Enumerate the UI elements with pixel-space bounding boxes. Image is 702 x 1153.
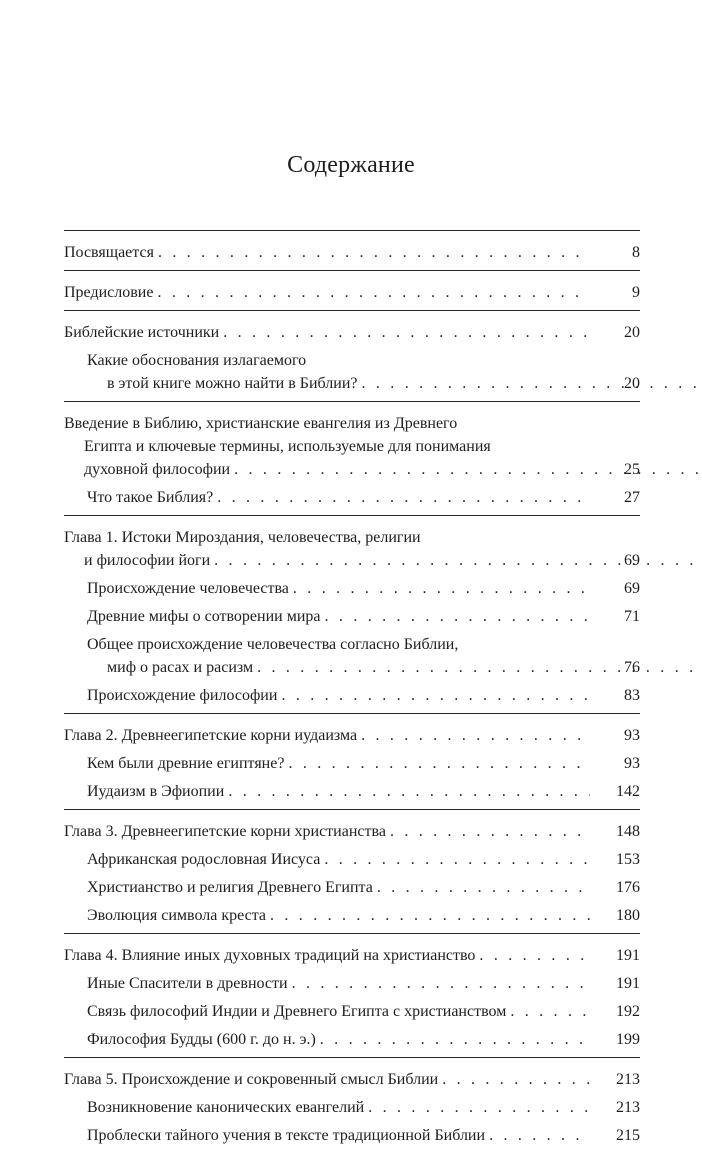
toc-title-line: Общее происхождение человечества согласно Библии, bbox=[87, 633, 592, 656]
dot-leader bbox=[320, 1028, 590, 1051]
page-number: 191 bbox=[592, 972, 640, 995]
toc-title-line: Связь философий Индии и Древнего Египта с христианством bbox=[87, 1000, 506, 1023]
toc-title-line: Возникновение канонических евангелий bbox=[87, 1096, 364, 1119]
toc-title-line: Африканская родословная Иисуса bbox=[87, 848, 320, 871]
toc-subentry[interactable] bbox=[64, 848, 640, 871]
page-number: 25 bbox=[592, 458, 640, 481]
dot-leader bbox=[362, 375, 702, 392]
toc-title-line: Иные Спасители в древности bbox=[87, 972, 288, 995]
toc-subentry[interactable] bbox=[64, 349, 640, 395]
toc-entry[interactable] bbox=[64, 820, 640, 843]
toc-title-line: Посвящается bbox=[64, 241, 154, 264]
page-number: 199 bbox=[592, 1028, 640, 1051]
toc-entry[interactable] bbox=[64, 526, 640, 572]
toc-title-line: Философия Будды (600 г. до н. э.) bbox=[87, 1028, 316, 1051]
dot-leader bbox=[292, 972, 590, 995]
page-number: 9 bbox=[592, 281, 640, 304]
toc-title-line: Глава 1. Истоки Мироздания, человечества, религии bbox=[64, 526, 592, 549]
page-number: 69 bbox=[592, 577, 640, 600]
toc-entry[interactable] bbox=[64, 1068, 640, 1091]
dot-leader bbox=[325, 605, 590, 628]
page-title: Содержание bbox=[0, 152, 702, 179]
page-number: 213 bbox=[592, 1096, 640, 1119]
toc-title-line: Проблески тайного учения в тексте традиционной Библии bbox=[87, 1124, 485, 1147]
toc-title-line: и философии йоги bbox=[84, 552, 210, 569]
page-number: 176 bbox=[592, 876, 640, 899]
dot-leader bbox=[270, 904, 590, 927]
toc-subentry[interactable] bbox=[64, 780, 640, 803]
toc-title-line: миф о расах и расизм bbox=[107, 659, 253, 676]
toc-entry[interactable] bbox=[64, 724, 640, 747]
page-number: 148 bbox=[592, 820, 640, 843]
dot-leader bbox=[489, 1124, 590, 1147]
dot-leader bbox=[158, 241, 590, 264]
toc-entry[interactable] bbox=[64, 281, 640, 304]
toc-subentry[interactable] bbox=[64, 1096, 640, 1119]
toc-entry[interactable] bbox=[64, 944, 640, 967]
page-number: 93 bbox=[592, 752, 640, 775]
page-number: 213 bbox=[592, 1068, 640, 1091]
toc-section bbox=[64, 713, 640, 809]
dot-leader bbox=[228, 780, 590, 803]
page-number: 191 bbox=[592, 944, 640, 967]
toc-title-line: Глава 4. Влияние иных духовных традиций на христианство bbox=[64, 944, 475, 967]
toc-entry[interactable] bbox=[64, 412, 640, 481]
dot-leader bbox=[293, 577, 590, 600]
page-number: 180 bbox=[592, 904, 640, 927]
dot-leader bbox=[390, 820, 590, 843]
page-number: 27 bbox=[592, 486, 640, 509]
toc-subentry[interactable] bbox=[64, 876, 640, 899]
toc-subentry[interactable] bbox=[64, 577, 640, 600]
toc-title-line: Кем были древние египтяне? bbox=[87, 752, 284, 775]
page-number: 192 bbox=[592, 1000, 640, 1023]
page-number: 93 bbox=[592, 724, 640, 747]
toc-entry[interactable] bbox=[64, 241, 640, 264]
toc-section bbox=[64, 230, 640, 270]
toc-title-line: духовной философии bbox=[84, 461, 230, 478]
dot-leader bbox=[324, 848, 590, 871]
toc-title-line: Глава 3. Древнеегипетские корни христианства bbox=[64, 820, 386, 843]
dot-leader bbox=[479, 944, 590, 967]
toc-title-line: Какие обоснования излагаемого bbox=[87, 349, 592, 372]
toc-subentry[interactable] bbox=[64, 605, 640, 628]
toc-title-line: Иудаизм в Эфиопии bbox=[87, 780, 224, 803]
toc-title-line: Происхождение философии bbox=[87, 684, 277, 707]
toc-title-line: Эволюция символа креста bbox=[87, 904, 266, 927]
dot-leader bbox=[288, 752, 590, 775]
toc-title-line: Глава 2. Древнеегипетские корни иудаизма bbox=[64, 724, 357, 747]
toc-subentry[interactable] bbox=[64, 486, 640, 509]
dot-leader bbox=[368, 1096, 590, 1119]
toc-title-line: Что такое Библия? bbox=[87, 486, 213, 509]
toc-subentry[interactable] bbox=[64, 972, 640, 995]
toc-title-line: Древние мифы о сотворении мира bbox=[87, 605, 321, 628]
toc-section bbox=[64, 809, 640, 933]
toc-subentry[interactable] bbox=[64, 1124, 640, 1147]
page-number: 153 bbox=[592, 848, 640, 871]
page-number: 142 bbox=[592, 780, 640, 803]
page-number: 76 bbox=[592, 656, 640, 679]
dot-leader bbox=[377, 876, 590, 899]
toc-title-line: Египта и ключевые термины, используемые для понимания bbox=[64, 435, 592, 458]
dot-leader bbox=[442, 1068, 590, 1091]
dot-leader bbox=[281, 684, 590, 707]
page-number: 8 bbox=[592, 241, 640, 264]
dot-leader bbox=[223, 321, 590, 344]
toc-title-line: Введение в Библию, христианские евангелия из Древнего bbox=[64, 412, 592, 435]
toc-section bbox=[64, 270, 640, 310]
page-number: 215 bbox=[592, 1124, 640, 1147]
toc-subentry[interactable] bbox=[64, 904, 640, 927]
page-number: 20 bbox=[592, 372, 640, 395]
toc-title-line: в этой книге можно найти в Библии? bbox=[107, 375, 358, 392]
toc-section bbox=[64, 933, 640, 1057]
toc-section bbox=[64, 401, 640, 515]
toc-title-line: Глава 5. Происхождение и сокровенный смысл Библии bbox=[64, 1068, 438, 1091]
toc-subentry[interactable] bbox=[64, 1028, 640, 1051]
toc-subentry[interactable] bbox=[64, 633, 640, 679]
page-number: 83 bbox=[592, 684, 640, 707]
page-number: 69 bbox=[592, 549, 640, 572]
page-number: 20 bbox=[592, 321, 640, 344]
toc-title-line: Библейские источники bbox=[64, 321, 219, 344]
page-number: 71 bbox=[592, 605, 640, 628]
toc-subentry[interactable] bbox=[64, 752, 640, 775]
dot-leader bbox=[217, 486, 590, 509]
toc-subentry[interactable] bbox=[64, 1000, 640, 1023]
table-of-contents bbox=[64, 230, 640, 1153]
toc-title-line: Христианство и религия Древнего Египта bbox=[87, 876, 373, 899]
toc-section bbox=[64, 1057, 640, 1153]
toc-subentry[interactable] bbox=[64, 684, 640, 707]
dot-leader bbox=[510, 1000, 590, 1023]
toc-section bbox=[64, 515, 640, 713]
toc-entry[interactable] bbox=[64, 321, 640, 344]
toc-title-line: Предисловие bbox=[64, 281, 153, 304]
toc-section bbox=[64, 310, 640, 401]
dot-leader bbox=[157, 281, 590, 304]
dot-leader bbox=[361, 724, 590, 747]
toc-title-line: Происхождение человечества bbox=[87, 577, 289, 600]
